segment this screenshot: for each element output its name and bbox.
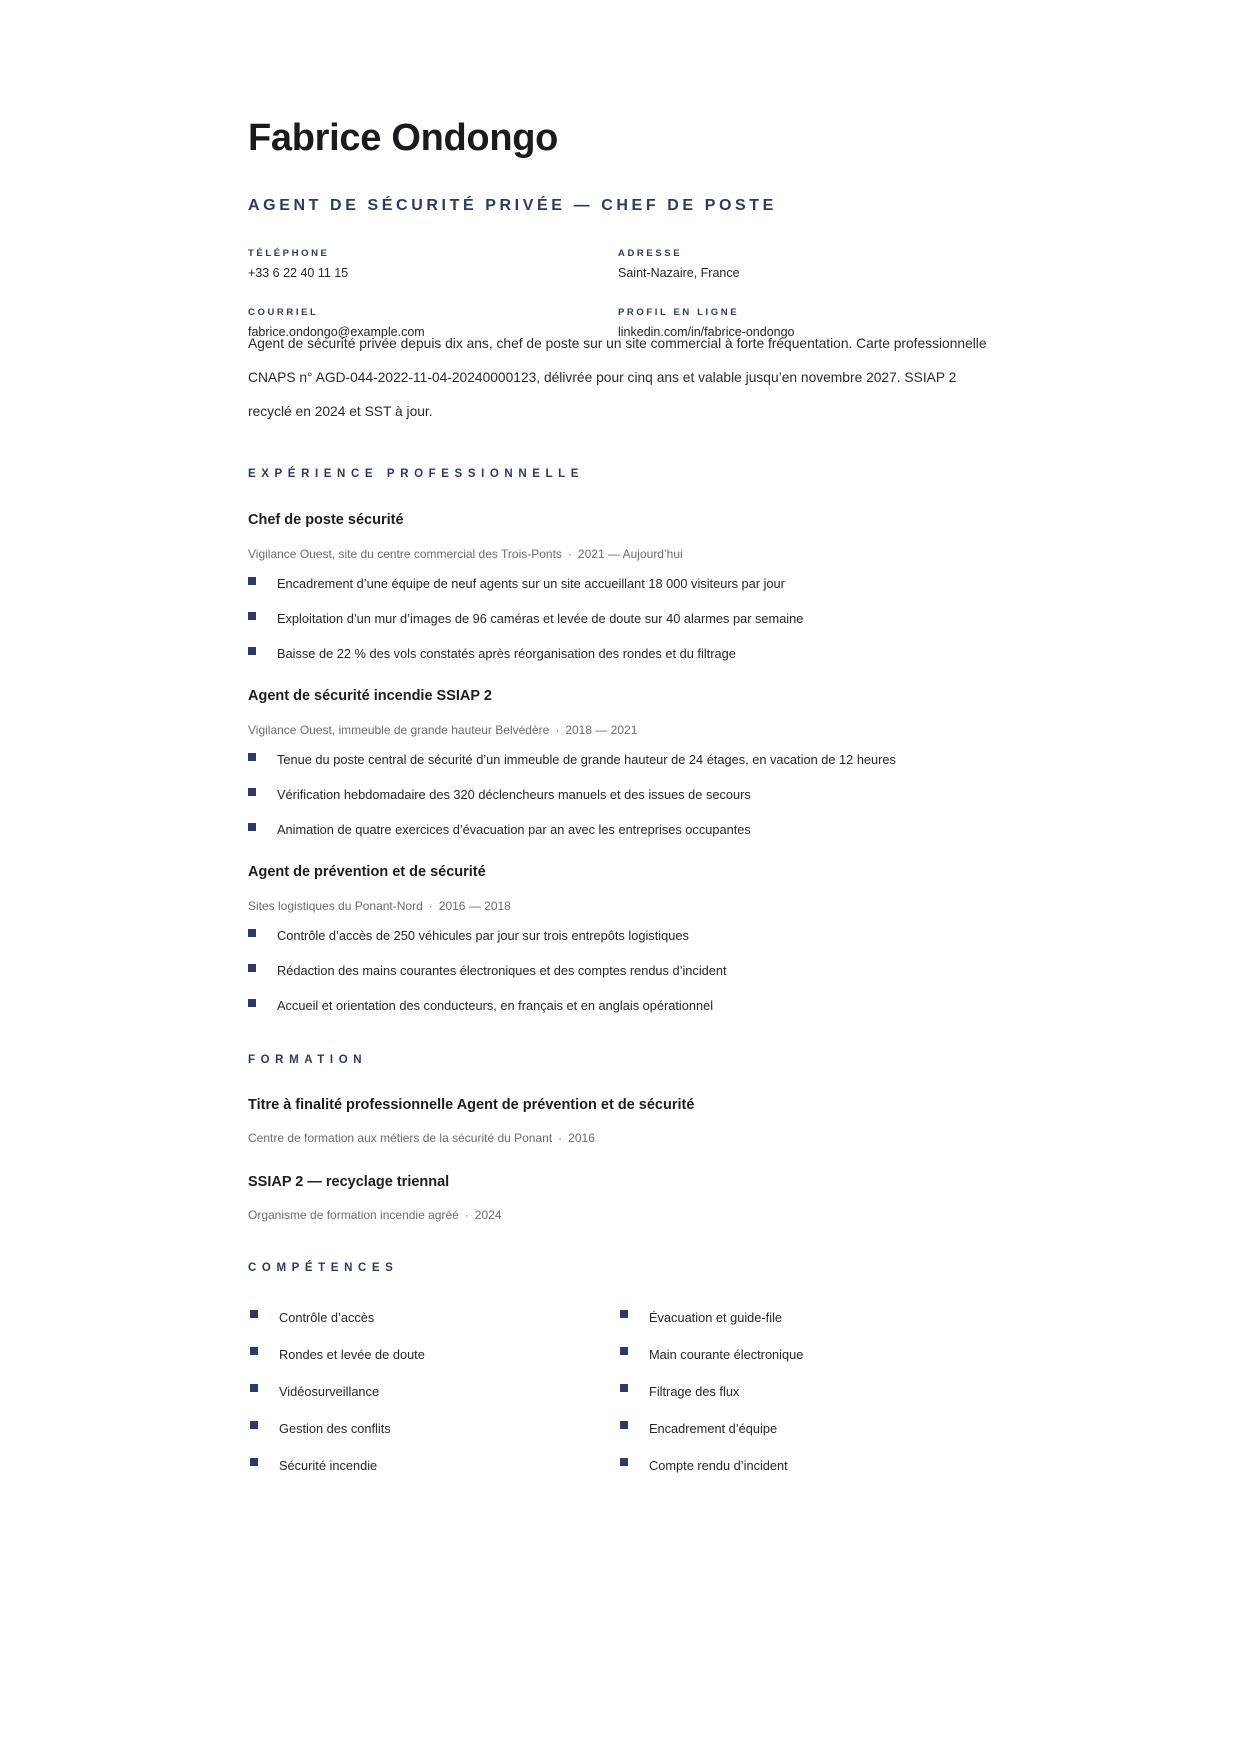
- job-meta: [248, 546, 998, 562]
- square-bullet-icon: [250, 1384, 258, 1392]
- skill-item: [248, 1346, 618, 1383]
- section-title-experience: EXPÉRIENCE PROFESSIONNELLE: [248, 468, 585, 480]
- section-title-skills: COMPÉTENCES: [248, 1262, 399, 1274]
- contact-label: TÉLÉPHONE: [248, 248, 330, 259]
- square-bullet-icon: [248, 999, 256, 1007]
- square-bullet-icon: [250, 1458, 258, 1466]
- skills-section: [248, 1260, 998, 1494]
- job-title: Agent de sécurité incendie SSIAP 2: [248, 688, 492, 704]
- skill-label: Contrôle d’accès: [279, 1310, 375, 1325]
- list-item: [248, 997, 998, 1015]
- square-bullet-icon: [248, 929, 256, 937]
- skill-item: [248, 1420, 618, 1457]
- job-title: Chef de poste sécurité: [248, 512, 404, 528]
- list-item: [248, 751, 998, 769]
- education-year: 2016: [568, 1131, 595, 1145]
- skill-label: Filtrage des flux: [649, 1384, 740, 1399]
- job-role: AGENT DE SÉCURITÉ PRIVÉE — CHEF DE POSTE: [248, 197, 777, 214]
- square-bullet-icon: [248, 788, 256, 796]
- education-year: 2024: [474, 1208, 502, 1222]
- contact-profile: [618, 307, 988, 339]
- list-item: [248, 962, 998, 980]
- skill-label: Compte rendu d’incident: [649, 1458, 788, 1473]
- skill-item: [248, 1309, 618, 1346]
- contact-phone: [248, 248, 618, 278]
- separator-dot: ·: [464, 1208, 469, 1222]
- contact-grid: [248, 248, 998, 339]
- skill-item: [248, 1457, 618, 1494]
- bullet-text: Rédaction des mains courantes électroniques et des comptes rendus d’incident: [277, 963, 727, 978]
- list-item: [248, 927, 998, 945]
- job-dates: 2021 — Aujourd’hui: [577, 547, 683, 561]
- skill-item: [618, 1383, 988, 1420]
- list-item: [248, 575, 998, 593]
- list-item: [248, 821, 998, 839]
- square-bullet-icon: [250, 1421, 258, 1429]
- job-bullets: [248, 751, 998, 839]
- job-dates: 2018 — 2021: [565, 723, 638, 737]
- skill-label: Rondes et levée de doute: [279, 1347, 425, 1362]
- address-value: Saint-Nazaire, France: [618, 266, 740, 280]
- job-dates: 2016 — 2018: [438, 899, 511, 913]
- candidate-name: Fabrice Ondongo: [248, 117, 559, 159]
- resume-content: [248, 110, 998, 1494]
- job-title: Agent de prévention et de sécurité: [248, 864, 486, 880]
- list-item: [248, 645, 998, 663]
- square-bullet-icon: [248, 647, 256, 655]
- contact-label: PROFIL EN LIGNE: [618, 307, 740, 318]
- contact-email: [248, 307, 618, 339]
- skills-grid: [248, 1309, 998, 1494]
- separator-dot: ·: [567, 547, 572, 561]
- square-bullet-icon: [248, 753, 256, 761]
- job-meta: [248, 722, 998, 738]
- skill-item: [618, 1346, 988, 1383]
- square-bullet-icon: [250, 1347, 258, 1355]
- email-value[interactable]: fabrice.ondongo@example.com: [248, 325, 425, 339]
- list-item: [248, 786, 998, 804]
- job-org: Vigilance Ouest, immeuble de grande hauteur Belvédère: [248, 723, 550, 737]
- square-bullet-icon: [250, 1310, 258, 1318]
- education-section: [248, 1052, 998, 1223]
- skill-label: Gestion des conflits: [279, 1421, 391, 1436]
- bullet-text: Baisse de 22 % des vols constatés après réorganisation des rondes et du filtrage: [277, 646, 736, 661]
- list-item: [248, 610, 998, 628]
- skill-label: Évacuation et guide-file: [649, 1310, 783, 1325]
- profile-link[interactable]: linkedin.com/in/fabrice-ondongo: [618, 325, 795, 339]
- job-org: Vigilance Ouest, site du centre commercial des Trois-Ponts: [248, 547, 562, 561]
- job-meta: [248, 898, 998, 914]
- job-entry: [248, 862, 998, 1015]
- section-title-education: FORMATION: [248, 1054, 368, 1066]
- education-meta: [248, 1130, 998, 1146]
- education-entry: [248, 1095, 998, 1146]
- skill-item: [618, 1457, 988, 1494]
- education-meta: [248, 1207, 998, 1223]
- skill-item: [618, 1309, 988, 1346]
- skill-label: Sécurité incendie: [279, 1458, 378, 1473]
- contact-label: ADRESSE: [618, 248, 683, 259]
- bullet-text: Vérification hebdomadaire des 320 déclencheurs manuels et des issues de secours: [277, 787, 751, 802]
- education-org: Centre de formation aux métiers de la sécurité du Ponant: [248, 1131, 553, 1145]
- square-bullet-icon: [620, 1347, 628, 1355]
- phone-value: +33 6 22 40 11 15: [248, 266, 349, 280]
- education-entry: [248, 1172, 998, 1223]
- contact-label: COURRIEL: [248, 307, 319, 318]
- education-title: SSIAP 2 — recyclage triennal: [248, 1174, 450, 1190]
- skill-label: Vidéosurveillance: [279, 1384, 380, 1399]
- contact-address: [618, 248, 988, 278]
- bullet-text: Animation de quatre exercices d’évacuation par an avec les entreprises occupantes: [277, 822, 751, 837]
- square-bullet-icon: [248, 964, 256, 972]
- job-entry: [248, 510, 998, 663]
- education-org: Organisme de formation incendie agréé: [248, 1208, 459, 1222]
- square-bullet-icon: [620, 1458, 628, 1466]
- summary-paragraph: Agent de sécurité privée depuis dix ans, chef de poste sur un site commercial à forte fréquentation. Carte professionnelle CNAPS n° AGD-044-2022-11-04-20240000123, délivrée pour cinq ans et valable jusqu’en novembre 2027. SSIAP 2 recyclé en 2024 et SST à jour.: [248, 336, 987, 419]
- separator-dot: ·: [428, 899, 433, 913]
- separator-dot: ·: [558, 1131, 563, 1145]
- skill-label: Main courante électronique: [649, 1347, 804, 1362]
- job-entry: [248, 686, 998, 839]
- square-bullet-icon: [620, 1384, 628, 1392]
- separator-dot: ·: [555, 723, 560, 737]
- bullet-text: Encadrement d’une équipe de neuf agents sur un site accueillant 18 000 visiteurs par jour: [277, 576, 785, 591]
- experience-section: [248, 466, 998, 1015]
- bullet-text: Tenue du poste central de sécurité d’un immeuble de grande hauteur de 24 étages, en vacation de 12 heures: [277, 752, 896, 767]
- square-bullet-icon: [248, 612, 256, 620]
- square-bullet-icon: [620, 1421, 628, 1429]
- job-bullets: [248, 927, 998, 1015]
- skill-label: Encadrement d’équipe: [649, 1421, 778, 1436]
- bullet-text: Exploitation d’un mur d’images de 96 caméras et levée de doute sur 40 alarmes par semaine: [277, 611, 804, 626]
- square-bullet-icon: [248, 577, 256, 585]
- job-bullets: [248, 575, 998, 663]
- job-org: Sites logistiques du Ponant-Nord: [248, 899, 423, 913]
- skill-item: [618, 1420, 988, 1457]
- education-title: Titre à finalité professionnelle Agent de prévention et de sécurité: [248, 1097, 695, 1113]
- square-bullet-icon: [248, 823, 256, 831]
- bullet-text: Contrôle d’accès de 250 véhicules par jour sur trois entrepôts logistiques: [277, 928, 689, 943]
- square-bullet-icon: [620, 1310, 628, 1318]
- bullet-text: Accueil et orientation des conducteurs, en français et en anglais opérationnel: [277, 998, 714, 1013]
- skill-item: [248, 1383, 618, 1420]
